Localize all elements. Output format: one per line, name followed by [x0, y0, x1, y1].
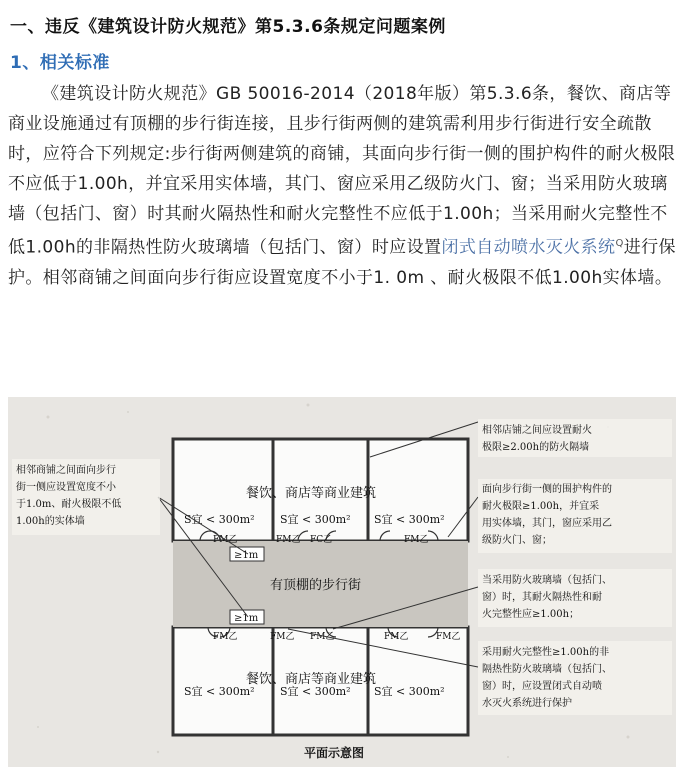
- note-right-4: [478, 641, 672, 715]
- building-label-upper: 餐饮、商店等商业建筑: [246, 486, 377, 501]
- width-mark-upper: ≥1m: [234, 550, 259, 561]
- area-label: S宜 < 300m²: [280, 685, 351, 698]
- door-label-fc: FC乙: [310, 535, 333, 545]
- door-label-fm: FM乙: [310, 632, 335, 642]
- svg-text:面向步行街一侧的围护构件的: 面向步行街一侧的围护构件的: [482, 484, 612, 495]
- sprinkler-link[interactable]: 闭式自动喷水灭火系统: [441, 237, 616, 258]
- svg-text:相邻商铺之间面向步行: 相邻商铺之间面向步行: [16, 465, 116, 476]
- area-label: S宜 < 300m²: [374, 685, 445, 698]
- svg-text:于1.0m、耐火极限不低: 于1.0m、耐火极限不低: [16, 499, 122, 510]
- area-label: S宜 < 300m²: [184, 685, 255, 698]
- door-label-fm: FM乙: [270, 632, 295, 642]
- svg-text:1.00h的实体墙: 1.00h的实体墙: [16, 516, 85, 527]
- note-left: [12, 459, 160, 535]
- door-label-fm: FM乙: [213, 632, 238, 642]
- section-title: 1、相关标准: [10, 53, 110, 73]
- regulation-paragraph: [8, 79, 676, 293]
- door-label-fm: FM乙: [436, 632, 461, 642]
- door-label-fm: FM乙: [276, 535, 301, 545]
- svg-text:极限≥2.00h的防火隔墙: 极限≥2.00h的防火隔墙: [482, 442, 590, 453]
- width-mark-lower: ≥1m: [234, 613, 259, 624]
- paragraph-text-1: 《建筑设计防火规范》GB 50016-2014（2018年版）第5.3.6条，餐饮、商店等商业设施通过有顶棚的步行街连接，且步行街两侧的建筑需利用步行街进行安全疏散时，应符合下列规定:步行街两侧建筑的商铺，其面向步行街一侧的围护构件的耐火极限不应低于1.00h，并宜采用实体墙，其门、窗应采用乙级防火门、窗；当采用防火玻璃墙（包括门、窗）时其耐火隔热性和耐火完整性不应低于1.00h；当采用耐火完整性不低1.00h的非隔热性防火玻璃墙（包括门、窗）时应设置: [8, 84, 676, 258]
- street-label: 有顶棚的步行街: [270, 578, 362, 593]
- building-label-lower: 餐饮、商店等商业建筑: [246, 672, 377, 687]
- svg-text:隔热性防火玻璃墙（包括门、: 隔热性防火玻璃墙（包括门、: [482, 664, 612, 675]
- svg-text:街一侧应设置宽度不小: 街一侧应设置宽度不小: [16, 482, 116, 493]
- paragraph-text-2: 进行保护。相邻商铺之间面向步行街应设置宽度不小于1. 0m 、耐火极限不低1.00h实体墙。: [8, 237, 676, 288]
- floor-plan-figure: [8, 397, 676, 767]
- svg-text:用实体墙，其门，窗应采用乙: 用实体墙，其门，窗应采用乙: [482, 518, 612, 529]
- svg-text:级防火门、窗；: 级防火门、窗；: [482, 535, 552, 546]
- note-right-3: [478, 569, 672, 627]
- search-icon[interactable]: Q: [615, 238, 624, 249]
- note-right-2: [478, 479, 672, 553]
- area-label: S宜 < 300m²: [184, 513, 255, 526]
- svg-text:水灭火系统进行保护: 水灭火系统进行保护: [482, 698, 572, 709]
- svg-text:窗）时，应设置闭式自动喷: 窗）时，应设置闭式自动喷: [482, 681, 602, 692]
- svg-text:火完整性应≥1.00h；: 火完整性应≥1.00h；: [482, 609, 580, 620]
- svg-text:耐火极限≥1.00h，并宜采: 耐火极限≥1.00h，并宜采: [482, 501, 600, 512]
- svg-text:相邻店铺之间应设置耐火: 相邻店铺之间应设置耐火: [482, 425, 592, 436]
- svg-text:窗）时，其耐火隔热性和耐: 窗）时，其耐火隔热性和耐: [482, 592, 602, 603]
- area-label: S宜 < 300m²: [374, 513, 445, 526]
- area-label: S宜 < 300m²: [280, 513, 351, 526]
- svg-text:当采用防火玻璃墙（包括门、: 当采用防火玻璃墙（包括门、: [482, 575, 612, 586]
- door-label-fm: FM乙: [384, 632, 409, 642]
- figure-caption: 平面示意图: [304, 746, 365, 760]
- note-right-1: [478, 419, 672, 457]
- door-label-fm: FM乙: [404, 535, 429, 545]
- door-label-fm: FM乙: [213, 535, 238, 545]
- svg-text:采用耐火完整性≥1.00h的非: 采用耐火完整性≥1.00h的非: [482, 647, 610, 658]
- page-title: 一、违反《建筑设计防火规范》第5.3.6条规定问题案例: [10, 17, 446, 37]
